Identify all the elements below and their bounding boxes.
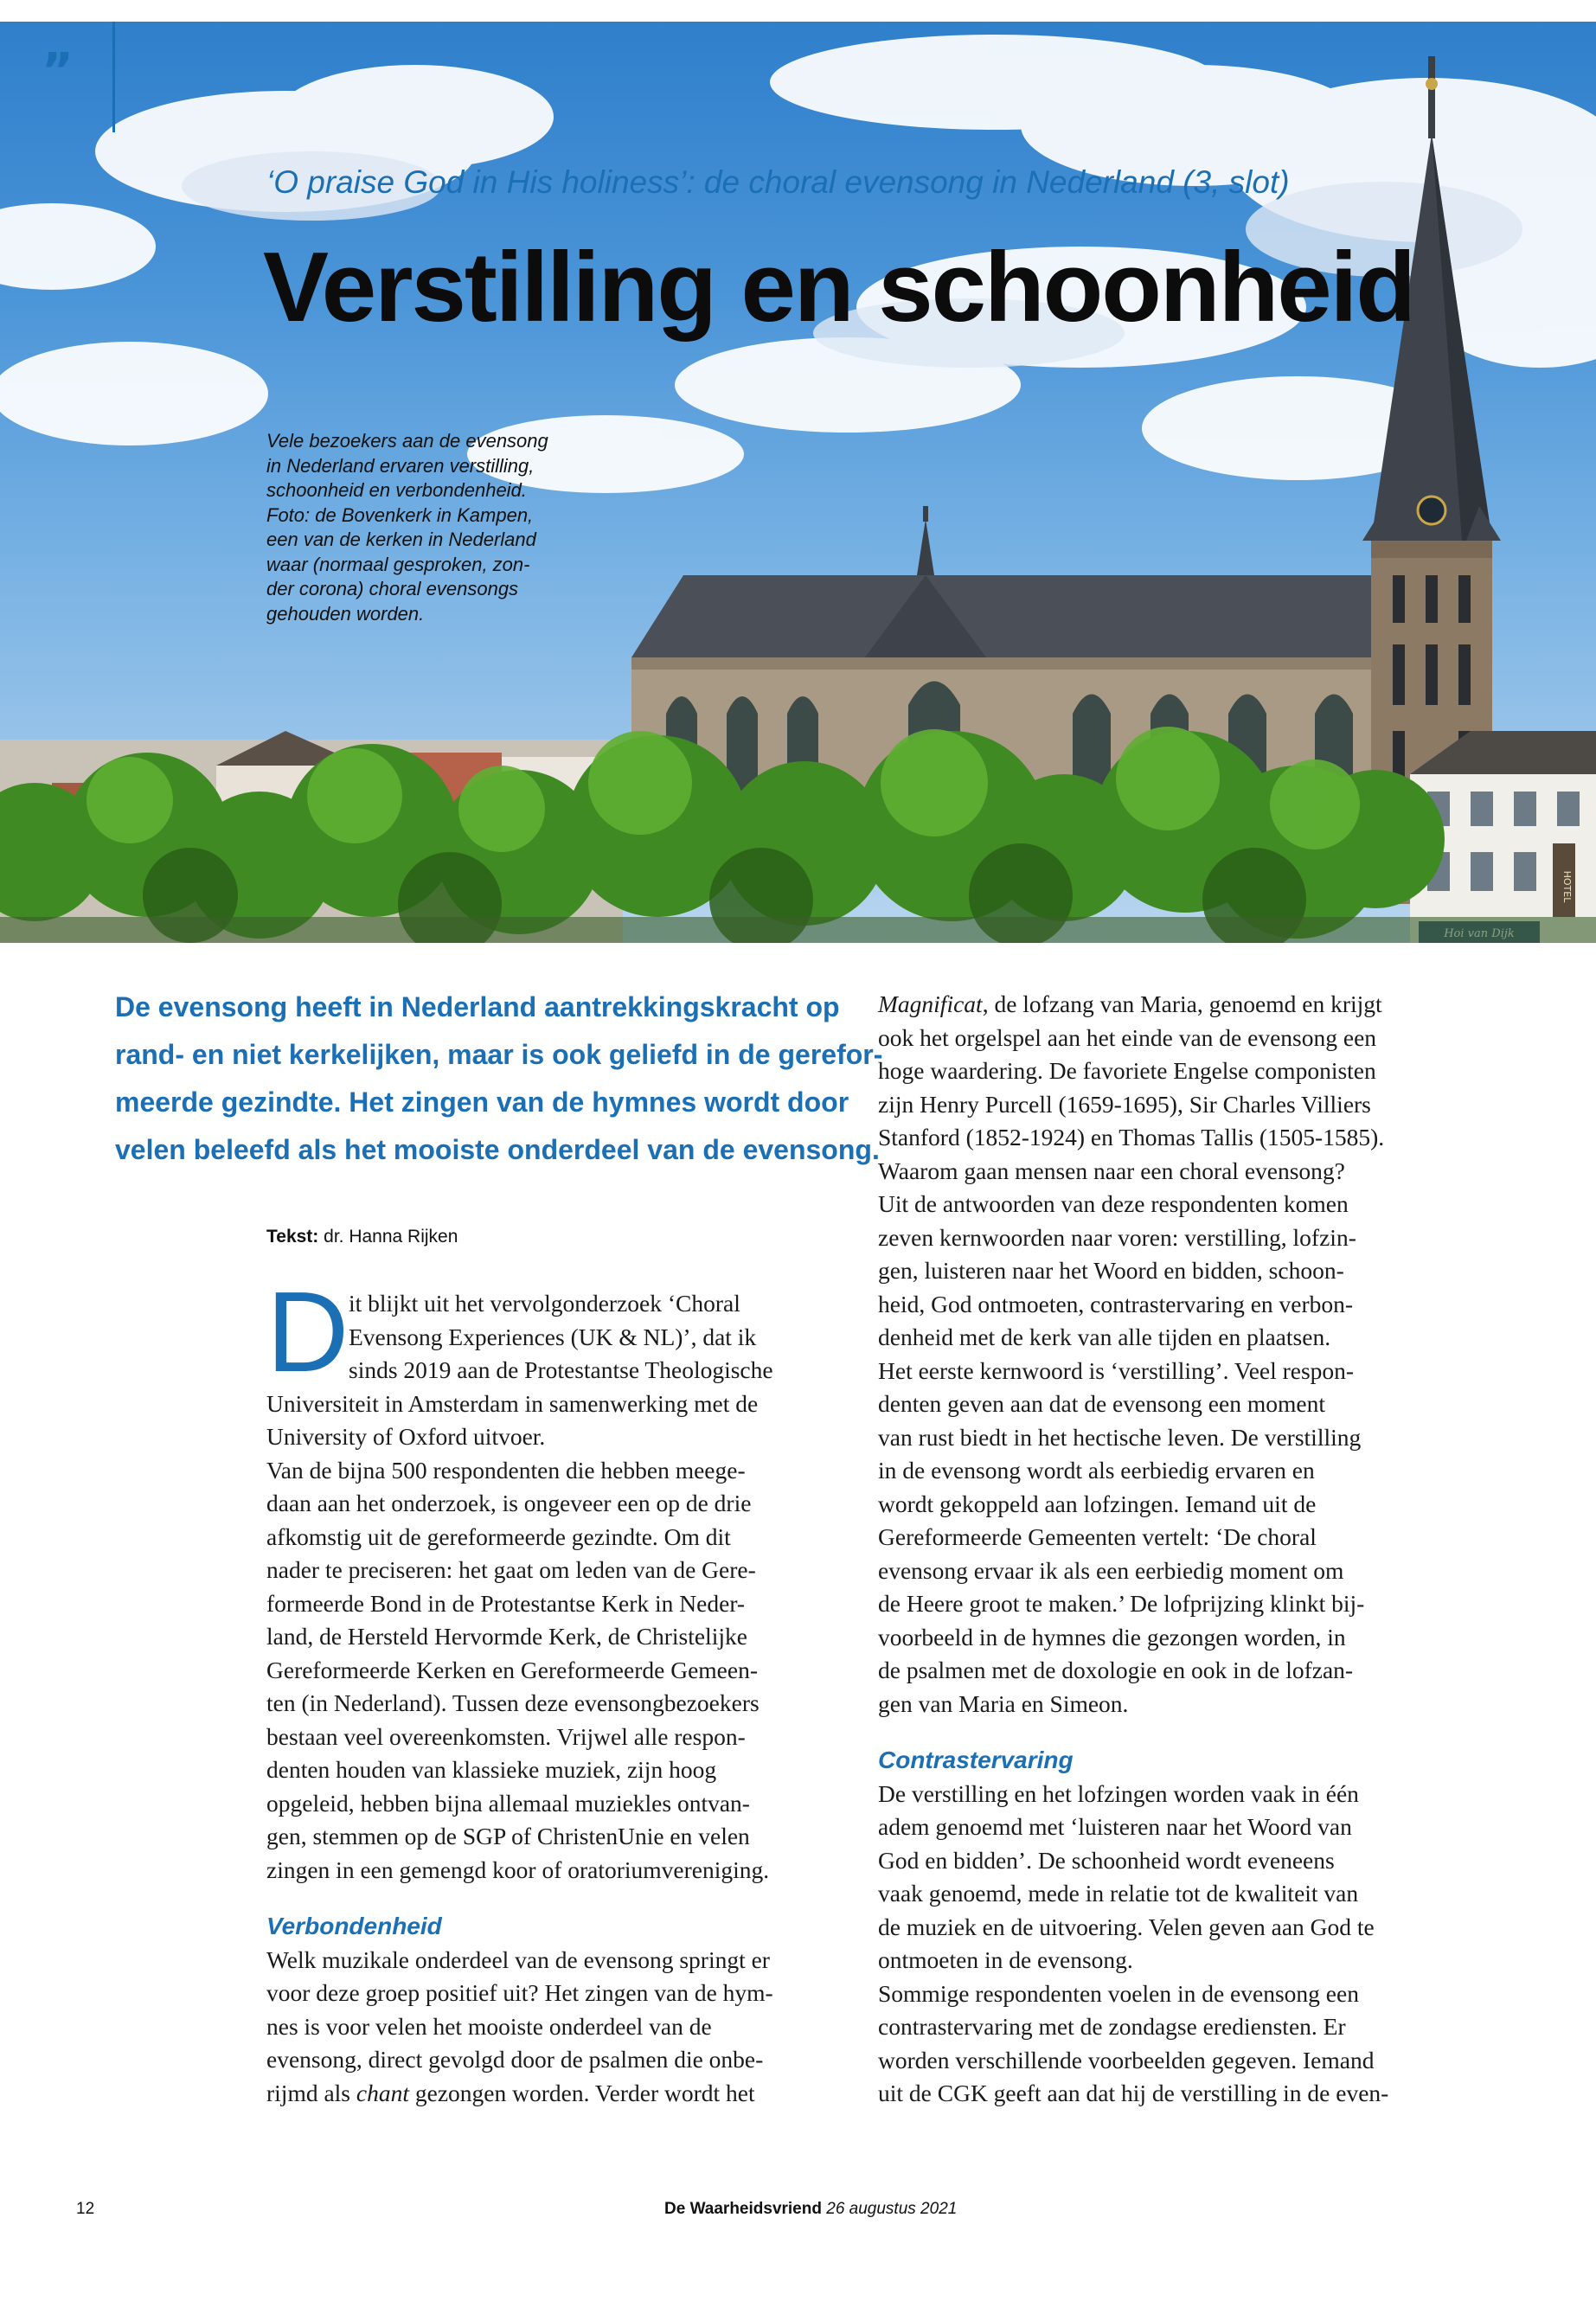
hotel-sign: HOTEL [1561, 870, 1573, 903]
body-line [878, 988, 1453, 1022]
body-line: gen van Maria en Simeon. [878, 1689, 1129, 1717]
body-line: Gereformeerde Gemeenten vertelt: ‘De choral [878, 1523, 1317, 1550]
body-line: Waarom gaan mensen naar een choral evensong? [878, 1157, 1345, 1184]
body-line: Evensong Experiences (UK & NL)’, dat ik [349, 1323, 757, 1350]
body-line: vaak genoemd, mede in relatie tot de kwaliteit van [878, 1880, 1359, 1907]
subheading-contrastervaring: Contrastervaring [878, 1747, 1074, 1773]
body-line: daan aan het onderzoek, is ongeveer een op de drie [266, 1490, 752, 1516]
body-line: zeven kernwoorden naar voren: verstilling, lofzin- [878, 1223, 1356, 1251]
body-line: uit de CGK geeft aan dat hij de verstilling in de even- [878, 2080, 1389, 2106]
body-line: hoge waardering. De favoriete Engelse componisten [878, 1057, 1376, 1084]
lead-line: meerde gezindte. Het zingen van de hymnes wordt door [115, 1086, 849, 1118]
body-line: denten geven aan dat de evensong een moment [878, 1390, 1325, 1417]
caption-line: waar (normaal gesproken, zon- [266, 553, 530, 575]
quote-rule [112, 22, 115, 132]
body-line: formeerde Bond in de Protestantse Kerk in Neder- [266, 1589, 746, 1617]
body-line: de muziek en de uitvoering. Velen geven aan God te [878, 1913, 1375, 1940]
body-line: denten houden van klassieke muziek, zijn hoog [266, 1756, 717, 1783]
body-line: nes is voor velen het mooiste onderdeel van de [266, 2012, 712, 2040]
text-run: gezongen worden. Verder wordt het [409, 2079, 755, 2106]
emphasis-chant: chant [356, 2079, 409, 2106]
hero-photo [0, 22, 1596, 943]
body-line: ten (in Nederland). Tussen deze evensongbezoekers [266, 1689, 760, 1716]
emphasis-magnificat: Magnificat [878, 990, 983, 1017]
body-line: evensong, direct gevolgd door de psalmen die onbe- [266, 2046, 764, 2073]
issue-date: 26 augustus 2021 [826, 2200, 958, 2218]
body-line: gen, luisteren naar het Woord en bidden, schoon- [878, 1257, 1344, 1284]
body-line: God en bidden’. De schoonheid wordt eveneens [878, 1846, 1335, 1874]
body-line: de Heere groot te maken.’ De lofprijzing klinkt bij- [878, 1590, 1365, 1617]
byline-author: dr. Hanna Rijken [324, 1227, 458, 1247]
body-line: Gereformeerde Kerken en Gereformeerde Gemeen- [266, 1656, 758, 1683]
church-photo-illustration [0, 22, 1596, 943]
caption-line: schoonheid en verbondenheid. [266, 479, 527, 501]
quote-mark-icon: ” [42, 43, 74, 99]
body-line: zingen in een gemengd koor of oratoriumvereniging. [266, 1856, 770, 1883]
body-line: gen, stemmen op de SGP of ChristenUnie en velen [266, 1823, 750, 1849]
byline [266, 1227, 458, 1247]
caption-line: Vele bezoekers aan de evensong [266, 430, 548, 452]
paragraph-gap [878, 1721, 1453, 1744]
body-line: opgeleid, hebben bijna allemaal muziekles ontvan- [266, 1789, 750, 1817]
body-line: van rust biedt in het hectische leven. De verstilling [878, 1423, 1362, 1451]
magazine-name: De Waarheidsvriend [664, 2200, 822, 2218]
article-lead [115, 984, 883, 1174]
body-line: in de evensong wordt als eerbiedig ervaren en [878, 1457, 1315, 1484]
lead-line: rand- en niet kerkelijken, maar is ook geliefd in de gerefor- [115, 1039, 883, 1070]
body-line: zijn Henry Purcell (1659-1695), Sir Charles Villiers [878, 1090, 1371, 1118]
body-line: Welk muzikale onderdeel van de evensong springt er [266, 1945, 770, 1973]
body-line: adem genoemd met ‘luisteren naar het Woord van [878, 1813, 1352, 1840]
drop-cap: D [266, 1268, 349, 1395]
body-column-right [878, 988, 1453, 2111]
caption-line: een van de kerken in Nederland [266, 529, 536, 550]
body-line: Sommige respondenten voelen in de evensong een [878, 1979, 1359, 2007]
body-line: Universiteit in Amsterdam in samenwerking met de [266, 1389, 759, 1417]
body-line: Het eerste kernwoord is ‘verstilling’. Veel respon- [878, 1356, 1355, 1384]
body-line: heid, God ontmoeten, contrastervaring en verbon- [878, 1290, 1354, 1317]
text-run: , de lofzang van Maria, genoemd en krijgt [982, 990, 1382, 1017]
body-line: worden verschillende voorbeelden gegeven. Iemand [878, 2046, 1375, 2073]
caption-line: gehouden worden. [266, 602, 425, 625]
paragraph-gap [266, 1887, 837, 1910]
body-line: De verstilling en het lofzingen worden vaak in één [878, 1779, 1359, 1807]
body-column-left [266, 1287, 837, 2110]
byline-label: Tekst: [266, 1227, 319, 1247]
body-line: Uit de antwoorden van deze respondenten komen [878, 1190, 1349, 1217]
body-line: voorbeeld in de hymnes die gezongen worden, in [878, 1623, 1346, 1650]
body-line: University of Oxford uitvoer. [266, 1423, 546, 1450]
body-line: voor deze groep positief uit? Het zingen van de hym- [266, 1979, 773, 2006]
magazine-footer [664, 2200, 957, 2219]
article-headline: Verstilling en schoonheid [263, 233, 1414, 343]
article-kicker: ‘O praise God in His holiness’: de choral evensong in Nederland (3, slot) [266, 164, 1290, 200]
body-line: Stanford (1852-1924) en Thomas Tallis (1505-1585). [878, 1124, 1385, 1150]
body-line: land, de Hersteld Hervormde Kerk, de Christelijke [266, 1623, 747, 1650]
lead-line: De evensong heeft in Nederland aantrekkingskracht op [115, 991, 840, 1022]
body-line: ontmoeten in de evensong. [878, 1946, 1133, 1973]
body-line: afkomstig uit de gereformeerde gezindte. Om dit [266, 1522, 731, 1550]
body-line: it blijkt uit het vervolgonderzoek ‘Choral [349, 1290, 740, 1317]
lead-line: velen beleefd als het mooiste onderdeel van de evensong. [115, 1134, 880, 1165]
caption-line: der corona) choral evensongs [266, 578, 519, 599]
body-line: denheid met de kerk van alle tijden en plaatsen. [878, 1324, 1331, 1350]
top-margin [0, 0, 1596, 22]
subheading-verbondenheid: Verbondenheid [266, 1913, 442, 1939]
body-line: bestaan veel overeenkomsten. Vrijwel alle respon- [266, 1722, 746, 1750]
body-line: wordt gekoppeld aan lofzingen. Iemand uit de [878, 1490, 1317, 1517]
body-line: de psalmen met de doxologie en ook in de lofzan- [878, 1657, 1354, 1683]
body-line: evensong ervaar ik als een eerbiedig moment om [878, 1556, 1344, 1584]
caption-line: in Nederland ervaren verstilling, [266, 454, 535, 477]
page-number: 12 [76, 2200, 95, 2218]
caption-line: Foto: de Bovenkerk in Kampen, [266, 503, 534, 526]
body-line: ook het orgelspel aan het einde van de evensong een [878, 1023, 1377, 1051]
body-line: nader te preciseren: het gaat om leden van de Gere- [266, 1556, 756, 1583]
body-line: contrastervaring met de zondagse erediensten. Er [878, 2013, 1346, 2040]
text-run: rijmd als [266, 2079, 356, 2106]
photo-caption [266, 429, 552, 626]
body-line: sinds 2019 aan de Protestantse Theologische [349, 1356, 773, 1383]
body-line [266, 2077, 837, 2111]
body-line: Van de bijna 500 respondenten die hebben meege- [266, 1456, 746, 1484]
